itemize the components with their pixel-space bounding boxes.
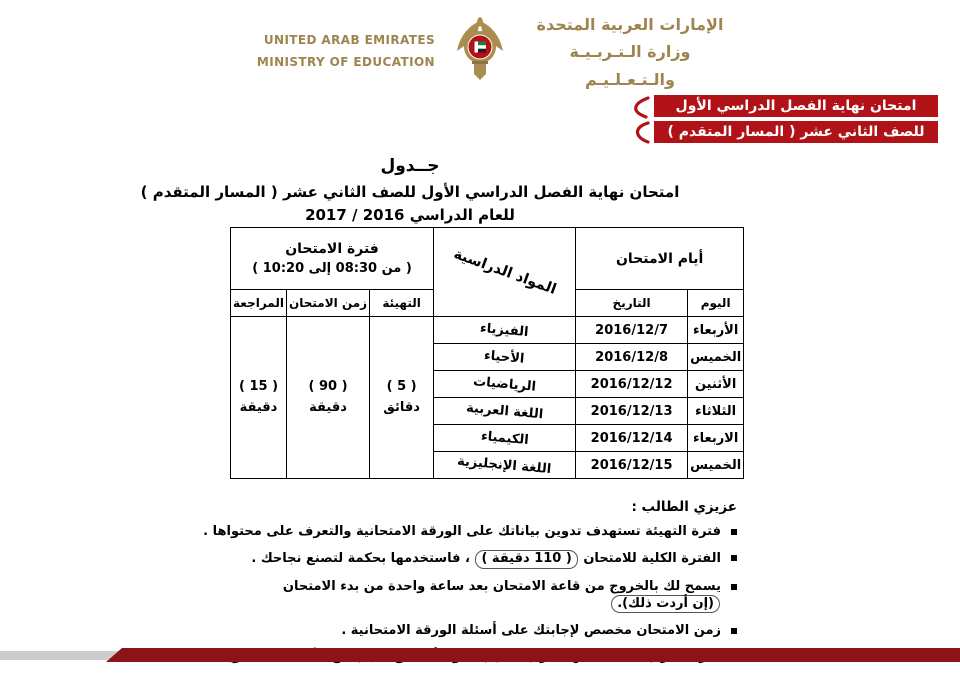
- date-column-header: التاريخ: [576, 290, 688, 317]
- title-year-line: للعام الدراسي 2016 / 2017: [305, 206, 515, 224]
- banner-line2: للصف الثاني عشر ( المسار المتقدم ): [654, 121, 938, 143]
- date-cell: 2016/12/14: [576, 425, 688, 452]
- uae-falcon-emblem-icon: [453, 17, 507, 87]
- subject-text: الرياضيات: [472, 373, 537, 395]
- date-cell: 2016/12/13: [576, 398, 688, 425]
- day-cell: الخميس: [688, 344, 744, 371]
- subject-cell: [434, 344, 576, 371]
- subject-text: الكيمياء: [480, 428, 530, 448]
- note-item: [192, 579, 737, 614]
- date-cell: 2016/12/12: [576, 371, 688, 398]
- exam-duration-number: ( 90 ): [308, 379, 348, 395]
- notes-heading: عزيزي الطالب :: [631, 499, 737, 515]
- period-header-line2: ( من 08:30 إلى 10:20 ): [252, 261, 412, 276]
- subject-text: الفيزياء: [479, 320, 530, 340]
- table-header-row-1: [231, 228, 744, 290]
- note-text-pre: فترة التهيئة تستهدف تدوين بياناتك على الورقة الامتحانية والتعرف على محتواها .: [203, 524, 721, 539]
- note-text: [192, 579, 721, 614]
- subject-text: اللغة العربية: [465, 400, 544, 422]
- note-text-boxed: (إن أردت ذلك).: [611, 595, 720, 613]
- ministry-arabic-line1: الإمارات العربية المتحدة: [536, 15, 724, 35]
- ministry-header: [0, 16, 960, 88]
- prep-duration-cell: [370, 317, 434, 479]
- prep-duration-number: ( 5 ): [386, 379, 417, 395]
- review-duration-number: ( 15 ): [238, 379, 279, 395]
- table-row: [231, 317, 744, 344]
- day-cell: الأثنين: [688, 371, 744, 398]
- ministry-english-line1: UNITED ARAB EMIRATES: [263, 33, 435, 48]
- subject-cell: [434, 452, 576, 479]
- subject-cell: [434, 371, 576, 398]
- title-exam-line: امتحان نهاية الفصل الدراسي الأول للصف الثاني عشر ( المسار المتقدم ): [140, 183, 680, 201]
- note-text-pre: الفترة الكلية للامتحان: [578, 551, 721, 567]
- subject-text: الأحياء: [483, 347, 526, 367]
- period-header-line1: فترة الامتحان: [285, 241, 379, 257]
- date-cell: 2016/12/15: [576, 452, 688, 479]
- subject-cell: [434, 425, 576, 452]
- day-cell: الثلاثاء: [688, 398, 744, 425]
- duration-column-header: زمن الامتحان: [287, 290, 370, 317]
- date-cell: 2016/12/7: [576, 317, 688, 344]
- exam-schedule-table: [230, 227, 744, 479]
- review-column-header: المراجعة: [231, 290, 287, 317]
- note-item: [192, 524, 737, 540]
- document-title: [140, 156, 680, 224]
- day-cell: الأربعاء: [688, 317, 744, 344]
- day-column-header: اليوم: [688, 290, 744, 317]
- note-text-pre: يسمح لك بالخروج من قاعة الامتحان بعد ساعة واحدة من بدء الامتحان: [282, 578, 721, 594]
- note-text-boxed: ( 110 دقيقة ): [475, 550, 577, 568]
- exam-duration-unit: دقيقة: [309, 399, 347, 415]
- exam-banner: [654, 95, 938, 143]
- day-cell: الخميس: [688, 452, 744, 479]
- note-item: [192, 550, 737, 568]
- subjects-header: المواد الدراسية: [451, 246, 558, 298]
- note-text: [203, 524, 721, 540]
- review-duration-cell: [231, 317, 287, 479]
- bullet-square-icon: [731, 555, 737, 561]
- subject-cell: [434, 317, 576, 344]
- exam-duration-cell: [287, 317, 370, 479]
- date-cell: 2016/12/8: [576, 344, 688, 371]
- banner-bracket-icon: [627, 95, 651, 145]
- bullet-square-icon: [731, 529, 737, 535]
- exam-days-header: أيام الامتحان: [576, 228, 744, 290]
- subjects-header-cell: [434, 228, 576, 317]
- note-text: [251, 550, 721, 568]
- bullet-square-icon: [731, 584, 737, 590]
- prep-column-header: التهيئة: [370, 290, 434, 317]
- note-text: [341, 623, 721, 639]
- note-text-pre: زمن الامتحان مخصص لإجابتك على أسئلة الورقة الامتحانية .: [341, 623, 721, 638]
- exam-period-header: [231, 228, 434, 290]
- ministry-name-arabic: [525, 11, 735, 93]
- ministry-english-line2: MINISTRY OF EDUCATION: [256, 55, 435, 69]
- ministry-name-english: [225, 30, 435, 73]
- review-duration-unit: دقيقة: [239, 399, 278, 415]
- ministry-arabic-line2: وزارة الـتـربـيـة والـتـعـلـيـم: [569, 42, 691, 89]
- title-word: جــدول: [380, 156, 440, 176]
- day-cell: الاربعاء: [688, 425, 744, 452]
- subject-text: اللغة الإنجليزية: [456, 453, 553, 477]
- prep-duration-unit: دقائق: [383, 399, 420, 415]
- subject-cell: [434, 398, 576, 425]
- bullet-square-icon: [731, 628, 737, 634]
- note-text-post: ، فاستخدمها بحكمة لتصنع نجاحك .: [251, 551, 475, 567]
- banner-line1: امتحان نهاية الفصل الدراسي الأول: [654, 95, 938, 117]
- footer-maroon-bar: [106, 648, 960, 662]
- note-item: [192, 623, 737, 639]
